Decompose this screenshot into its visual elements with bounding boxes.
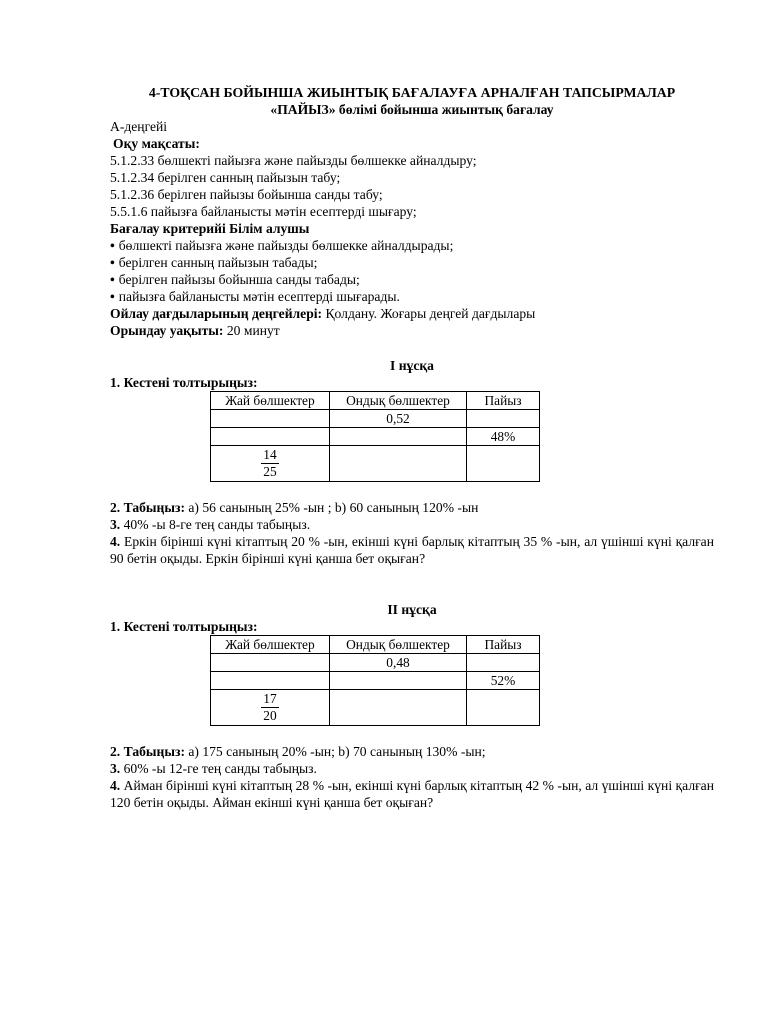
fraction-denominator: 25 (263, 464, 277, 479)
table-row (211, 446, 540, 482)
table-cell (211, 410, 330, 428)
variant-title: II нұсқа (387, 602, 437, 617)
fraction-numerator: 14 (263, 447, 277, 462)
table-cell (211, 446, 330, 482)
time-label: Орындау уақыты: (110, 323, 224, 338)
document-subtitle: «ПАЙЫЗ» бөлімі бойынша жиынтық бағалау (270, 102, 554, 117)
task2-text: а) 175 санының 20% -ын; b) 70 санының 130% -ын; (188, 744, 486, 759)
table-cell (330, 428, 467, 446)
objective-item: 5.1.2.34 берілген санның пайызын табу; (110, 170, 341, 185)
objective-item: 5.5.1.6 пайызға байланысты мәтін есептерді шығару; (110, 204, 417, 219)
task4-label: 4. (110, 534, 121, 549)
criteria-item-text: берілген пайызы бойынша санды табады; (118, 272, 360, 287)
table-cell (330, 672, 467, 690)
table-cell (211, 654, 330, 672)
table-header: Пайыз (467, 636, 540, 654)
table-cell: 52% (467, 672, 540, 690)
table-header: Пайыз (467, 392, 540, 410)
fill-table (210, 635, 540, 726)
task4 (110, 533, 714, 567)
table-row (211, 654, 540, 672)
table-cell (467, 690, 540, 726)
table-cell (211, 428, 330, 446)
table-cell (211, 690, 330, 726)
table-row (211, 410, 540, 428)
criteria-item (110, 288, 714, 305)
task4-text: Айман бірінші күні кітаптың 28 % -ын, екінші күні барлық кітаптың 42 % -ын, ал үшінші күні қалған 120 бетін оқыды. Айман екінші күні қанша бет оқыған? (110, 778, 714, 810)
table-cell: 0,52 (330, 410, 467, 428)
document-page (110, 84, 714, 811)
objectives-heading: Оқу мақсаты: (113, 136, 200, 151)
criteria-item (110, 254, 714, 271)
table-row (211, 690, 540, 726)
time-line (110, 322, 714, 339)
skills-value: Қолдану. Жоғары деңгей дағдылары (325, 306, 536, 321)
table-cell (330, 690, 467, 726)
task4-text: Еркін бірінші күні кітаптың 20 % -ын, екінші күні барлық кітаптың 35 % -ын, ал үшінші күні қалған 90 бетін оқыды. Еркін бірінші күні қанша бет оқыған? (110, 534, 714, 566)
task4-label: 4. (110, 778, 121, 793)
task2-label: 2. Табыңыз: (110, 744, 185, 759)
table-cell (330, 446, 467, 482)
table-row (211, 428, 540, 446)
task3-label: 3. (110, 761, 121, 776)
skills-label: Ойлау дағдыларының деңгейлері: (110, 306, 323, 321)
objective-item: 5.1.2.33 бөлшекті пайызға және пайызды бөлшекке айналдыру; (110, 153, 477, 168)
task2 (110, 743, 714, 760)
table-row (211, 672, 540, 690)
skills-line (110, 305, 714, 322)
criteria-heading: Бағалау критерийі Білім алушы (110, 221, 310, 236)
criteria-item (110, 237, 714, 254)
task3-text: 40% -ы 8-ге тең санды табыңыз. (123, 517, 311, 532)
table-header: Ондық бөлшектер (330, 636, 467, 654)
objective-item: 5.1.2.36 берілген пайызы бойынша санды табу; (110, 187, 383, 202)
task3 (110, 760, 714, 777)
task3-label: 3. (110, 517, 121, 532)
table-cell (211, 672, 330, 690)
table-header: Ондық бөлшектер (330, 392, 467, 410)
fraction (261, 690, 278, 725)
task3-text: 60% -ы 12-ге тең санды табыңыз. (123, 761, 317, 776)
task4 (110, 777, 714, 811)
task1-label: 1. Кестені толтырыңыз: (110, 375, 258, 390)
fraction-denominator: 20 (263, 708, 277, 723)
criteria-item-text: бөлшекті пайызға және пайызды бөлшекке айналдырады; (118, 238, 454, 253)
fraction (261, 446, 278, 481)
fill-table (210, 391, 540, 482)
task2-label: 2. Табыңыз: (110, 500, 185, 515)
table-header-row (211, 636, 540, 654)
time-value: 20 минут (226, 323, 280, 338)
criteria-item-text: берілген санның пайызын табады; (118, 255, 318, 270)
table-cell: 48% (467, 428, 540, 446)
level-label: А-деңгейі (110, 119, 168, 134)
table-header: Жай бөлшектер (211, 636, 330, 654)
document-title: 4-ТОҚСАН БОЙЫНША ЖИЫНТЫҚ БАҒАЛАУҒА АРНАЛҒАН ТАПСЫРМАЛАР (148, 85, 676, 100)
task2 (110, 499, 714, 516)
task3 (110, 516, 714, 533)
table-cell (467, 654, 540, 672)
task2-text: а) 56 санының 25% -ын ; b) 60 санының 120% -ын (188, 500, 479, 515)
task1-label: 1. Кестені толтырыңыз: (110, 619, 258, 634)
fraction-numerator: 17 (263, 691, 277, 706)
criteria-item (110, 271, 714, 288)
table-cell (467, 446, 540, 482)
table-header-row (211, 392, 540, 410)
table-header: Жай бөлшектер (211, 392, 330, 410)
criteria-item-text: пайызға байланысты мәтін есептерді шығарады. (118, 289, 400, 304)
table-cell (467, 410, 540, 428)
table-cell: 0,48 (330, 654, 467, 672)
variant-title: I нұсқа (390, 358, 434, 373)
